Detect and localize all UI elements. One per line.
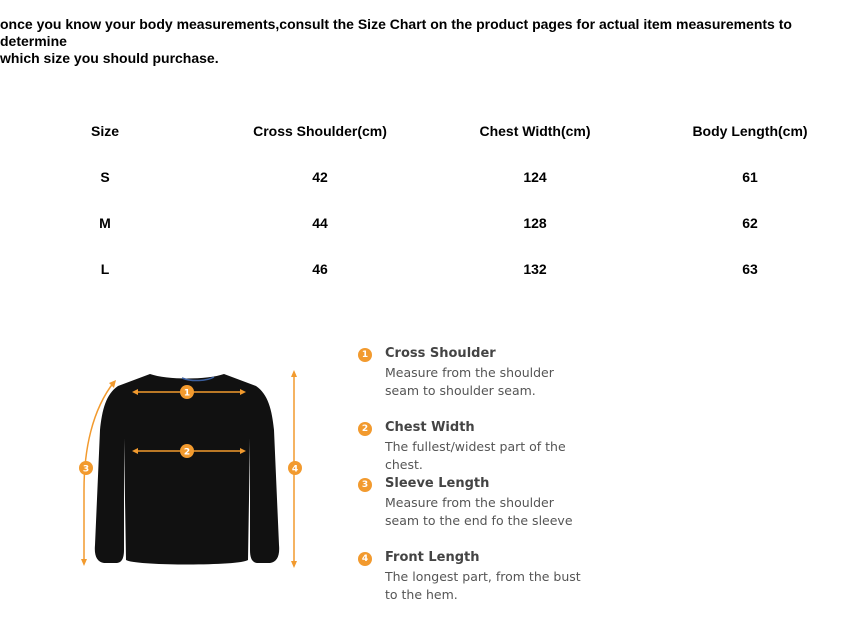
legend-title: Cross Shoulder xyxy=(385,346,496,361)
table-header-row xyxy=(0,123,851,143)
cell-chest-width: 132 xyxy=(523,261,547,277)
marker-2-label: 2 xyxy=(183,447,191,458)
intro-line-1: once you know your body measurements,consult the Size Chart on the product pages for actual item measurements to determine xyxy=(0,16,792,49)
marker-1-label: 1 xyxy=(183,388,191,399)
measurement-diagram xyxy=(72,360,312,580)
cell-size: S xyxy=(100,169,110,185)
header-chest-width: Chest Width(cm) xyxy=(479,123,591,139)
table-row xyxy=(0,215,851,235)
number-badge-icon: 1 xyxy=(358,348,372,362)
cell-chest-width: 124 xyxy=(523,169,547,185)
sweater-body xyxy=(95,374,279,565)
cell-cross-shoulder: 42 xyxy=(312,169,328,185)
cell-body-length: 62 xyxy=(742,215,758,231)
legend-title: Front Length xyxy=(385,550,480,565)
marker-4-label: 4 xyxy=(291,464,299,475)
cell-size: L xyxy=(100,261,110,277)
cell-size: M xyxy=(99,215,111,231)
long-sleeve-sweater-icon xyxy=(72,360,312,580)
arrow-down-icon xyxy=(291,561,297,568)
header-size: Size xyxy=(90,123,120,139)
marker-3-label: 3 xyxy=(82,464,90,475)
number-badge-icon: 2 xyxy=(358,422,372,436)
cell-chest-width: 128 xyxy=(523,215,547,231)
number-badge-icon: 4 xyxy=(358,552,372,566)
legend-description: The fullest/widest part of the chest. xyxy=(385,439,566,472)
legend-title: Chest Width xyxy=(385,420,475,435)
arrow-up-icon xyxy=(291,370,297,377)
cell-body-length: 63 xyxy=(742,261,758,277)
intro-text xyxy=(0,16,840,67)
cell-cross-shoulder: 46 xyxy=(312,261,328,277)
table-row xyxy=(0,169,851,189)
number-badge-icon: 3 xyxy=(358,478,372,492)
header-body-length: Body Length(cm) xyxy=(692,123,808,139)
legend-description: The longest part, from the bust to the hem. xyxy=(385,569,581,602)
legend-title: Sleeve Length xyxy=(385,476,490,491)
header-cross-shoulder: Cross Shoulder(cm) xyxy=(253,123,387,139)
arrow-down-icon xyxy=(81,559,87,566)
legend-description: Measure from the shoulder seam to shoulder seam. xyxy=(385,365,554,398)
table-row xyxy=(0,261,851,281)
legend-description: Measure from the shoulder seam to the end fo the sleeve xyxy=(385,495,573,528)
intro-line-2: which size you should purchase. xyxy=(0,50,219,66)
cell-cross-shoulder: 44 xyxy=(312,215,328,231)
cell-body-length: 61 xyxy=(742,169,758,185)
